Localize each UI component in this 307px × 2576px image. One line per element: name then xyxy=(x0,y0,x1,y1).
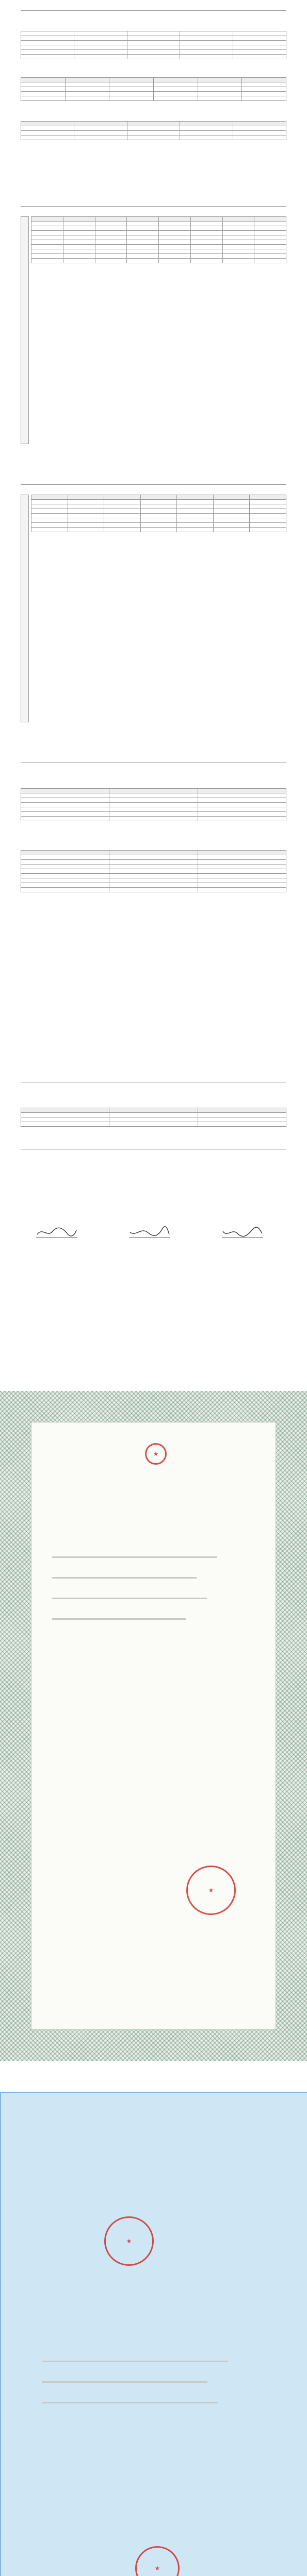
page-footer xyxy=(0,175,307,178)
schedule-table xyxy=(21,1108,286,1127)
signature-mark xyxy=(222,1226,263,1238)
detail-table xyxy=(21,121,286,140)
detail-table xyxy=(21,77,286,101)
certificate-field xyxy=(42,2361,228,2362)
page-header xyxy=(21,759,286,763)
rotated-table xyxy=(31,216,286,263)
report-page-1 xyxy=(0,0,307,185)
report-page-4 xyxy=(0,752,307,1061)
certificate-field xyxy=(42,2402,218,2403)
page-footer xyxy=(0,1350,307,1353)
report-page-5 xyxy=(0,1072,307,1360)
page-footer xyxy=(0,732,307,735)
page-footer xyxy=(0,1051,307,1054)
report-page-2 xyxy=(0,196,307,464)
license-field xyxy=(52,1556,217,1558)
rotated-table-heading xyxy=(21,495,29,722)
official-seal xyxy=(135,2546,180,2576)
page-header xyxy=(21,1079,286,1082)
signature-mark xyxy=(129,1226,170,1238)
report-page-3 xyxy=(0,474,307,742)
seal-star-icon: ★ xyxy=(126,2238,132,2245)
license-body xyxy=(31,1422,276,2030)
emblem-star-icon: ★ xyxy=(153,1450,159,1458)
rotated-table xyxy=(31,495,286,532)
national-emblem xyxy=(145,1443,167,1465)
license-field xyxy=(52,1598,207,1599)
schedule-table xyxy=(21,850,286,892)
official-seal xyxy=(186,1866,236,1915)
official-seal xyxy=(104,2216,154,2266)
seal-star-icon: ★ xyxy=(208,1887,214,1894)
schedule-table xyxy=(21,788,286,821)
rotated-table-heading xyxy=(21,216,29,444)
signature xyxy=(129,1226,170,1238)
certificate-field xyxy=(42,2381,207,2383)
business-license-scan xyxy=(0,1391,307,2061)
license-field xyxy=(52,1618,186,1620)
signature xyxy=(36,1226,77,1238)
page-header xyxy=(21,203,286,207)
blue-certificate-scan xyxy=(0,2092,307,2576)
signature xyxy=(222,1226,263,1238)
page-header xyxy=(21,481,286,485)
page-header xyxy=(21,7,286,11)
signature-mark xyxy=(36,1226,77,1238)
page-footer xyxy=(0,453,307,456)
summary-table xyxy=(21,31,286,59)
seal-star-icon: ★ xyxy=(154,2565,160,2572)
license-field xyxy=(52,1577,197,1579)
